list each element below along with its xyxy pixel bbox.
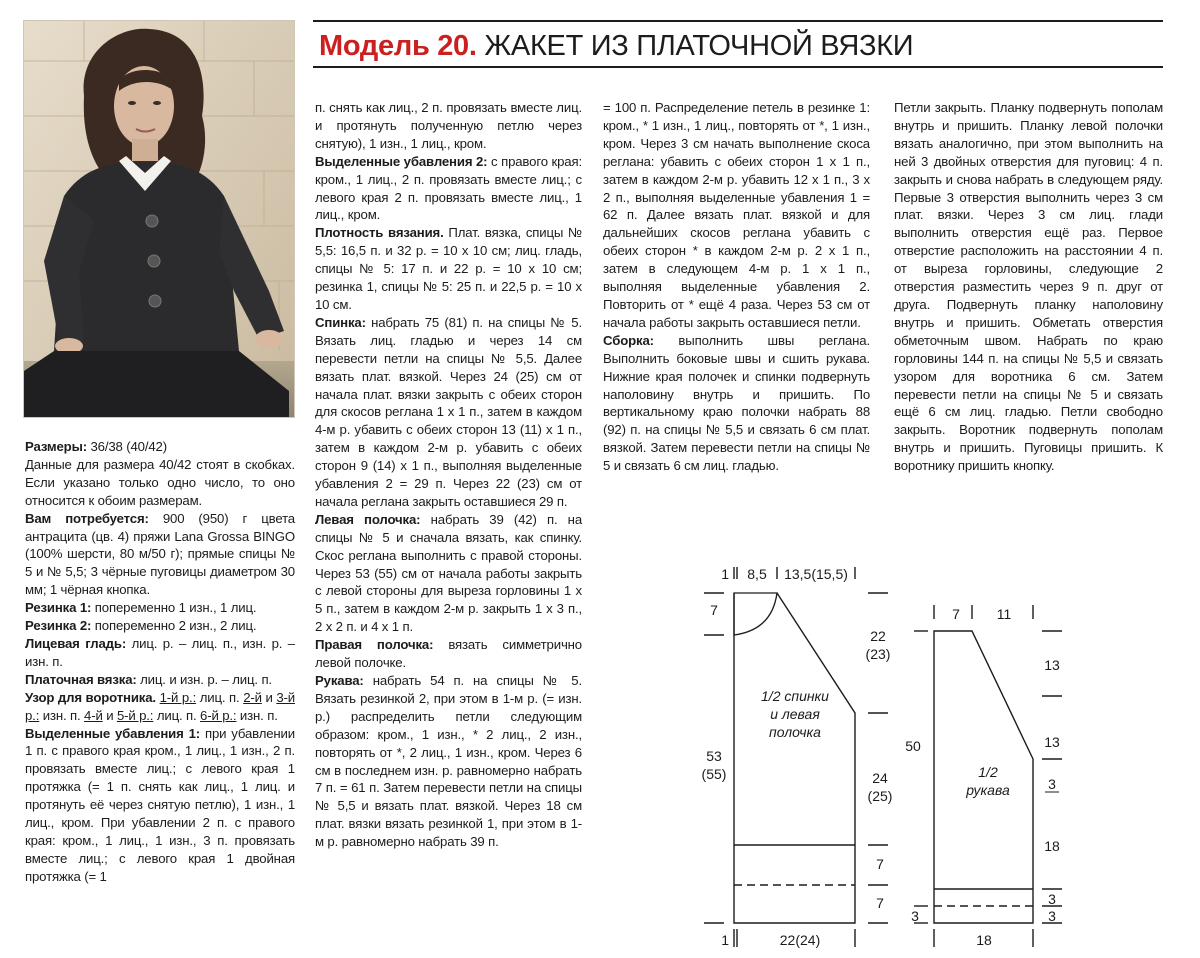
assembly-text: выполнить швы реглана. Выполнить боковые швы и сшить рукава. Нижние края полочек и спинки подвернуть наполовину внутрь и пришить. По вертикальному краю полочки набрать 88 (92) п. на спицы № 5,5 и связать 6 см плат. вязкой. Затем перевести петли на спицы № 5 и связать 6 см лиц. гладью.	[603, 332, 870, 474]
sleeve-dim-top-11: 11	[996, 606, 1012, 622]
row-1-text: лиц. п.	[196, 689, 244, 705]
right-front-text: вязать симметрично левой полочке.	[315, 637, 582, 671]
body-piece-label-1: 1/2 спинки	[761, 688, 829, 704]
assembly-paragraph	[603, 332, 870, 475]
gauge-paragraph	[315, 224, 582, 314]
body-dim-left-55: (55)	[701, 766, 727, 782]
body-piece-label-2: и левая	[770, 706, 820, 722]
sizes-paragraph	[25, 438, 295, 456]
sleeve-dim-right-13a: 13	[1044, 657, 1060, 673]
decrease2-text: с правого края: кром., 1 лиц., 2 п. провязать вместе лиц.; с левого края 2 п. провязать вместе лиц., 1 лиц., кром.	[315, 153, 582, 223]
rib1-text: попеременно 1 изн., 1 лиц.	[91, 600, 257, 616]
body-dim-top-8-5: 8,5	[747, 566, 767, 582]
sleeve-label-1: 1/2	[978, 764, 998, 780]
row-3-text: изн. п.	[39, 707, 85, 723]
sleeve-dim-bottom-18: 18	[976, 932, 992, 948]
back-label: Спинка:	[315, 314, 366, 330]
model-photo	[23, 20, 295, 418]
model-photo-image	[24, 21, 295, 418]
sleeve-dim-left-3: 3	[911, 908, 919, 924]
sleeve-dim-right-3c: 3	[1048, 908, 1056, 924]
rib2-text: попеременно 2 изн., 2 лиц.	[91, 618, 257, 634]
model-title: ЖАКЕТ ИЗ ПЛАТОЧНОЙ ВЯЗКИ	[484, 30, 914, 62]
body-piece-label-3: полочка	[769, 724, 821, 740]
article-header	[313, 20, 1163, 70]
materials-text: 900 (950) г цвета антрацита (цв. 4) пряжи Lana Grossa BINGO (100% шерсти, 80 м/50 г); прямые спицы № 5 и № 5,5; 3 чёрные пуговицы диаметром 30 мм; 1 чёрная кнопка.	[25, 510, 295, 598]
sleeve-dim-top-7: 7	[952, 606, 960, 622]
sleeves-text: набрать 54 п. на спицы № 5. Вязать резинкой 2, при этом в 1-м р. (= изн. р.) распределить петли следующим образом: кром., 1 изн., * 2 лиц., 2 изн., повторять от *, 2 лиц., 1 изн., кром. Через 6 см в последнем изн. р. равномерно набрать 7 п. = 61 п. Затем перевести петли на спицы № 5,5 и вязать плат. вязкой. Через 18 см плат. вязки вязать резинкой 1, при этом в 1-м р. равномерно набрать 39 п.	[315, 673, 582, 850]
garter-label: Платочная вязка:	[25, 671, 137, 687]
header-rule-bottom	[313, 66, 1163, 68]
row-4-label: 4-й	[84, 707, 103, 723]
rib2-label: Резинка 2:	[25, 618, 92, 634]
decrease1-continued: п. снять как лиц., 2 п. провязать вместе лиц. и протянуть полученную петлю через снятую), 1 изн., 1 лиц., кром.	[315, 100, 582, 151]
sleeve-dim-right-3a: 3	[1048, 776, 1056, 792]
body-piece-shape	[734, 593, 855, 923]
assembly-label: Сборка:	[603, 332, 654, 348]
sleeve-dim-right-3b: 3	[1048, 891, 1056, 907]
sleeve-dim-right-18: 18	[1044, 838, 1060, 854]
body-dim-right-23: (23)	[865, 646, 891, 662]
sleeves-continued: = 100 п. Распределение петель в резинке 1: кром., * 1 изн., 1 лиц., повторять от *, 1 изн., кром. Через 3 см начать выполнение скоса реглана: убавить с обеих сторон 1 х 1 п., затем в каждом 2-м р. убавить 12 х 1 п., 3 х 2 п., выполняя выделенные убавления 1 = 62 п. Далее вязать плат. вязкой и для дальнейших скосов реглана убавить с обеих сторон * в каждом 2-м р. 2 х 1 п., затем в следующем 4-м р. 1 х 1 п., выполняя выделенные убавления 2. Повторить от * ещё 4 раза. Через 53 см от начала работы закрыть оставшиеся петли.	[603, 100, 870, 330]
pattern-schematics	[700, 555, 1170, 955]
decrease1-paragraph	[25, 725, 295, 886]
sleeve-label-2: рукава	[966, 782, 1010, 798]
back-paragraph	[315, 314, 582, 511]
sleeves-paragraph	[315, 672, 582, 851]
body-piece-outline	[734, 593, 777, 635]
materials-paragraph	[25, 510, 295, 600]
sleeve-dim-right-13b: 13	[1044, 734, 1060, 750]
row-1-label: 1-й р.:	[159, 689, 197, 705]
sleeve-dim-left-50: 50	[905, 738, 921, 754]
text-column-3	[603, 99, 870, 475]
left-front-label: Левая полочка:	[315, 511, 421, 527]
body-dim-top-1: 1	[721, 566, 729, 582]
body-dim-right-24: 24	[872, 770, 888, 786]
schematic-svg	[700, 555, 1170, 955]
gauge-label: Плотность вязания.	[315, 225, 444, 241]
body-dim-left-7: 7	[710, 602, 718, 618]
back-text: набрать 75 (81) п. на спицы № 5. Вязать лиц. гладью и через 14 см перевести петли на спицы № 5,5. Далее вязать плат. вязкой. Через 24 (25) см от начала плат. вязки закрыть с обеих сторон для скосов реглана 1 х 1 п., затем в каждом 4-м р. убавить с обеих сторон 13 (11) х 1 п., затем в каждом 2-м р. убавить с обеих сторон 9 (14) х 1 п., выполняя выделенные убавления 2 = 29 п. Через 22 (23) см от начала реглана закрыть оставшиеся 29 п.	[315, 314, 582, 509]
garter-paragraph	[25, 671, 295, 689]
garter-text: лиц. и изн. р. – лиц. п.	[136, 671, 272, 687]
left-front-text: набрать 39 (42) п. на спицы № 5 и сначала вязать, как спинку. Скос реглана выполнить с правой стороны. Через 53 (55) см от начала работы закрыть с левой стороны для выреза горловины 1 х 5 п., затем в каждом 2-м р. закрыть 1 х 3 п., 2 х 2 п. и 4 х 1 п.	[315, 511, 583, 635]
row-6-label: 6-й р.:	[200, 707, 237, 723]
sizes-label: Размеры:	[25, 439, 87, 454]
materials-label: Вам потребуется:	[25, 510, 149, 526]
body-dim-right-22: 22	[870, 628, 886, 644]
body-dim-right-7a: 7	[876, 856, 884, 872]
row-5-label: 5-й р.:	[116, 707, 154, 723]
collar-pattern-paragraph	[25, 689, 295, 725]
header-rule-top	[313, 20, 1163, 22]
decrease2-paragraph	[315, 153, 582, 225]
rib1-label: Резинка 1:	[25, 600, 92, 616]
row-3-label: 3-й р.:	[25, 689, 295, 723]
rib2-paragraph	[25, 617, 295, 635]
body-dim-right-25: (25)	[867, 788, 893, 804]
rib1-paragraph	[25, 599, 295, 617]
decrease1-label: Выделенные убавления 1:	[25, 725, 201, 741]
body-dim-bottom-22: 22(24)	[779, 932, 821, 948]
text-column-4	[894, 99, 1163, 475]
decrease1-text: при убавлении 1 п. с правого края кром., 1 лиц., 1 изн., 2 п. провязать вместе лиц.; с левого края 1 протяжка (= 1 п. снять как лиц., 1 лиц. и протянуть её через снятую петлю), 1 изн., 1 лиц., кром. При убавлении 2 п. с правого края: кром., 1 лиц., 1 изн., 3 п. провязать вместе лиц.; с левого края 1 двойная протяжка (= 1	[25, 725, 295, 884]
text-column-1	[25, 438, 295, 886]
gauge-text: Плат. вязка, спицы № 5,5: 16,5 п. и 32 р. = 10 х 10 см; лиц. гладь, спицы № 5: 17 п. и 22 р. = 10 х 10 см; резинка 1, спицы № 5: 25 п. и 22,5 р. = 10 х 10 см.	[315, 225, 582, 312]
stockinette-label: Лицевая гладь:	[25, 635, 127, 651]
sizes-text: 36/38 (40/42)	[86, 439, 167, 454]
model-number: Модель 20.	[319, 30, 477, 62]
stockinette-text: лиц. р. – лиц. п., изн. р. – изн. п.	[25, 635, 295, 669]
row-4-join: и	[102, 707, 117, 723]
article-title	[319, 29, 913, 63]
left-front-paragraph	[315, 511, 582, 636]
sleeves-label: Рукава:	[315, 673, 364, 688]
collar-pattern-label: Узор для воротника.	[25, 689, 156, 705]
row-2-label: 2-й	[243, 689, 262, 705]
body-dim-top-13-5: 13,5(15,5)	[784, 566, 848, 582]
body-dim-right-7b: 7	[876, 895, 884, 911]
sizes-note: Данные для размера 40/42 стоят в скобках. Если указано только одно число, то оно относится к обоим размерам.	[25, 456, 295, 508]
row-5-text: лиц. п.	[153, 707, 201, 723]
row-6-text: изн. п.	[236, 707, 278, 723]
decrease2-label: Выделенные убавления 2:	[315, 153, 488, 169]
right-front-label: Правая полочка:	[315, 637, 434, 653]
body-dim-left-53: 53	[706, 748, 722, 764]
row-2-join: и	[261, 689, 277, 705]
body-dim-bottom-1: 1	[721, 932, 729, 948]
stockinette-paragraph	[25, 635, 295, 671]
text-column-2	[315, 99, 582, 851]
right-front-paragraph	[315, 636, 582, 672]
finishing-paragraph: Петли закрыть. Планку подвернуть пополам внутрь и пришить. Планку левой полочки вязать аналогично, при этом выполнить на ней 3 двойных отверстия для пуговиц: 4 п. закрыть и снова набрать в следующем ряду. Первые 3 отверстия выполнить через 3 см плат. вязки. Через 3 см лиц. глади выполнить отверстия ещё раз. Первое отверстие расположить на расстоянии 4 п. от выреза горловины, следующие 2 отверстия разместить через 9 п. друг от друга. Подвернуть планку наполовину внутрь и пришить. Обметать отверстия обметочным швом. Набрать по краю горловины 144 п. на спицы № 5,5 и связать узором для воротника 6 см. Затем перевести петли на спицы № 5 и связать ещё 6 см лиц. гладью. Петли свободно закрыть. Воротник подвернуть пополам внутрь и пришить. Пуговицы пришить. К воротнику пришить кнопку.	[894, 100, 1163, 474]
